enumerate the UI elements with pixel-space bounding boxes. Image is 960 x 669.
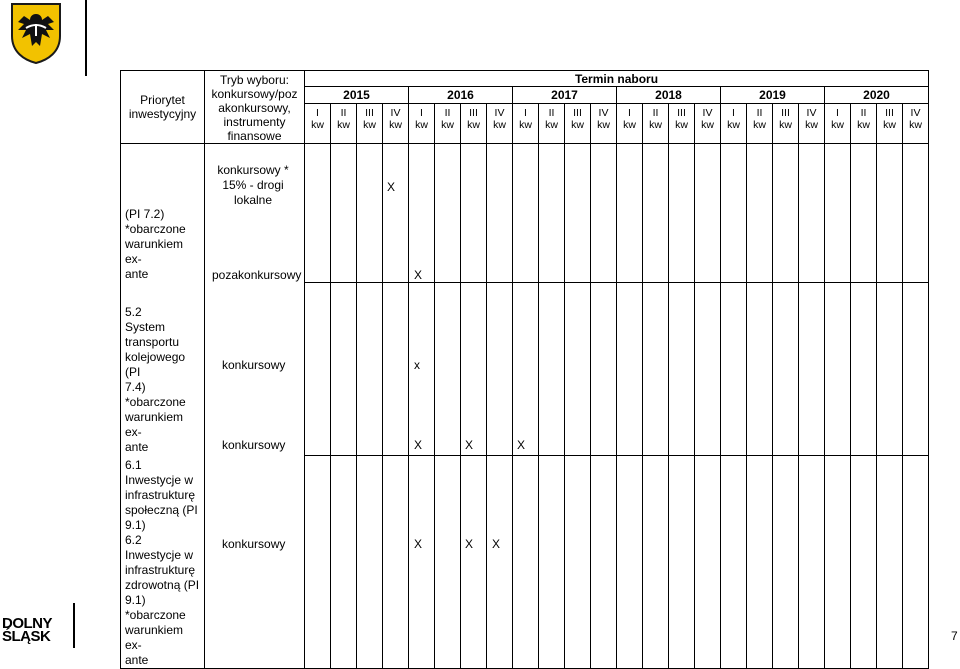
quarter-unit: kw bbox=[623, 118, 636, 131]
quarter-header bbox=[357, 103, 383, 143]
schedule-cell bbox=[851, 455, 877, 669]
mode-text: pozakonkursowy bbox=[212, 268, 302, 282]
schedule-cell bbox=[825, 455, 851, 669]
quarter-header bbox=[721, 103, 747, 143]
year-header: 2019 bbox=[721, 87, 825, 103]
mode-text: konkursowy bbox=[222, 537, 286, 551]
quarter-label: III bbox=[781, 106, 790, 119]
logo-line-1: DOLNY bbox=[2, 615, 52, 632]
quarter-header bbox=[669, 103, 695, 143]
term-header-label: Termin naboru bbox=[574, 71, 659, 86]
schedule-cell bbox=[851, 282, 877, 455]
footer-divider bbox=[73, 603, 75, 648]
schedule-cell bbox=[565, 144, 591, 283]
schedule-cell bbox=[773, 282, 799, 455]
schedule-mark: x bbox=[414, 358, 420, 372]
schedule-cell bbox=[513, 144, 539, 283]
mode-text: konkursowy * 15% - drogi lokalne bbox=[217, 163, 289, 207]
quarter-label: III bbox=[469, 106, 478, 119]
schedule-cell bbox=[383, 144, 409, 283]
quarter-label: I bbox=[524, 106, 527, 119]
schedule-cell bbox=[721, 455, 747, 669]
quarter-unit: kw bbox=[467, 118, 480, 131]
schedule-cell bbox=[669, 455, 695, 669]
schedule-mark: X bbox=[517, 438, 526, 452]
schedule-cell bbox=[461, 144, 487, 283]
quarter-unit: kw bbox=[441, 118, 454, 131]
schedule-cell bbox=[565, 455, 591, 669]
schedule-cell bbox=[305, 455, 331, 669]
schedule-cell bbox=[513, 282, 539, 455]
quarter-unit: kw bbox=[857, 118, 870, 131]
quarter-label: III bbox=[573, 106, 582, 119]
quarter-label: II bbox=[860, 106, 867, 119]
quarter-label: IV bbox=[598, 106, 609, 119]
quarter-label: III bbox=[885, 106, 894, 119]
priority-text: *obarczone bbox=[125, 395, 186, 409]
quarter-label: II bbox=[340, 106, 347, 119]
quarter-header bbox=[643, 103, 669, 143]
schedule-mark: X bbox=[465, 438, 474, 452]
schedule-cell bbox=[461, 455, 487, 669]
schedule-cell bbox=[487, 282, 513, 455]
priority-text: infrastrukturę bbox=[125, 563, 196, 577]
schedule-cell bbox=[357, 455, 383, 669]
quarter-label: I bbox=[836, 106, 839, 119]
schedule-cell bbox=[331, 144, 357, 283]
quarter-header bbox=[409, 103, 435, 143]
schedule-cell bbox=[305, 282, 331, 455]
header-divider bbox=[85, 0, 87, 76]
priority-text: infrastrukturę bbox=[125, 488, 196, 502]
quarter-header bbox=[877, 103, 903, 143]
schedule-mark: X bbox=[492, 537, 501, 551]
quarter-label: I bbox=[732, 106, 735, 119]
mode-text: konkursowy bbox=[222, 358, 286, 372]
quarter-header bbox=[825, 103, 851, 143]
quarter-header bbox=[539, 103, 565, 143]
quarter-label: IV bbox=[390, 106, 401, 119]
quarter-label: IV bbox=[702, 106, 713, 119]
schedule-cell bbox=[643, 144, 669, 283]
schedule-cell bbox=[435, 144, 461, 283]
schedule-cell bbox=[695, 282, 721, 455]
schedule-cell bbox=[851, 144, 877, 283]
priority-text: 9.1) bbox=[125, 518, 146, 532]
schedule-cell bbox=[357, 282, 383, 455]
schedule-cell bbox=[565, 282, 591, 455]
quarter-unit: kw bbox=[597, 118, 610, 131]
logo-line-2: ŚLĄSK bbox=[2, 628, 51, 645]
priority-text: warunkiem ex- bbox=[125, 623, 184, 652]
schedule-cell bbox=[591, 144, 617, 283]
quarter-header bbox=[591, 103, 617, 143]
priority-text: ante bbox=[125, 440, 149, 454]
dolny-slask-logo bbox=[2, 617, 52, 643]
quarter-header bbox=[799, 103, 825, 143]
schedule-cell bbox=[409, 144, 435, 283]
schedule-cell bbox=[409, 455, 435, 669]
quarter-label: II bbox=[548, 106, 555, 119]
quarter-header bbox=[565, 103, 591, 143]
schedule-cell bbox=[383, 282, 409, 455]
schedule-cell bbox=[331, 282, 357, 455]
priority-text: *obarczone bbox=[125, 608, 186, 622]
schedule-cell bbox=[773, 144, 799, 283]
schedule-cell bbox=[435, 282, 461, 455]
quarter-header bbox=[747, 103, 773, 143]
schedule-cell bbox=[747, 282, 773, 455]
quarter-header bbox=[461, 103, 487, 143]
schedule-cell bbox=[877, 455, 903, 669]
term-header bbox=[305, 71, 929, 87]
schedule-cell bbox=[591, 455, 617, 669]
schedule-cell bbox=[721, 282, 747, 455]
schedule-cell bbox=[695, 144, 721, 283]
schedule-cell bbox=[695, 455, 721, 669]
schedule-cell bbox=[331, 455, 357, 669]
quarter-header bbox=[305, 103, 331, 143]
quarter-unit: kw bbox=[701, 118, 714, 131]
quarter-label: II bbox=[444, 106, 451, 119]
quarter-unit: kw bbox=[389, 118, 402, 131]
priority-text: ante bbox=[125, 267, 149, 281]
schedule-cell bbox=[747, 455, 773, 669]
quarter-unit: kw bbox=[753, 118, 766, 131]
schedule-cell bbox=[669, 144, 695, 283]
priority-text: warunkiem ex- bbox=[125, 410, 184, 439]
quarter-header bbox=[331, 103, 357, 143]
schedule-cell bbox=[643, 282, 669, 455]
priority-text: ante bbox=[125, 653, 149, 667]
schedule-cell bbox=[643, 455, 669, 669]
quarter-label: III bbox=[365, 106, 374, 119]
priority-header-label: Priorytet inwestycyjny bbox=[128, 93, 197, 121]
schedule-cell bbox=[799, 282, 825, 455]
quarter-header bbox=[851, 103, 877, 143]
schedule-cell bbox=[461, 282, 487, 455]
schedule-cell bbox=[773, 455, 799, 669]
quarter-unit: kw bbox=[571, 118, 584, 131]
table-row bbox=[121, 455, 929, 669]
quarter-header bbox=[487, 103, 513, 143]
schedule-mark: X bbox=[414, 268, 423, 282]
schedule-cell bbox=[383, 455, 409, 669]
priority-cell bbox=[121, 455, 205, 669]
schedule-cell bbox=[305, 144, 331, 283]
quarter-unit: kw bbox=[805, 118, 818, 131]
quarter-header bbox=[435, 103, 461, 143]
quarter-unit: kw bbox=[337, 118, 350, 131]
quarter-unit: kw bbox=[649, 118, 662, 131]
schedule-cell bbox=[877, 282, 903, 455]
coat-of-arms-icon bbox=[10, 2, 62, 64]
mode-text: konkursowy bbox=[222, 438, 286, 452]
quarter-unit: kw bbox=[727, 118, 740, 131]
schedule-cell bbox=[539, 455, 565, 669]
quarter-unit: kw bbox=[831, 118, 844, 131]
mode-header-label: Tryb wyboru: konkursowy/poz akonkursowy, instrumenty finansowe bbox=[211, 73, 298, 143]
priority-cell bbox=[121, 282, 205, 455]
quarter-label: I bbox=[628, 106, 631, 119]
quarter-unit: kw bbox=[545, 118, 558, 131]
schedule-mark: X bbox=[465, 537, 474, 551]
priority-text: 7.4) bbox=[125, 380, 146, 394]
quarter-label: IV bbox=[806, 106, 817, 119]
priority-text: *obarczone bbox=[125, 222, 186, 236]
quarter-unit: kw bbox=[311, 118, 324, 131]
priority-text: (PI 7.2) bbox=[125, 207, 165, 221]
quarter-unit: kw bbox=[363, 118, 376, 131]
priority-text: Inwestycje w bbox=[125, 473, 194, 487]
priority-header bbox=[121, 71, 205, 144]
priority-text: Inwestycje w bbox=[125, 548, 194, 562]
mode-cell bbox=[205, 455, 305, 669]
schedule-cell bbox=[617, 144, 643, 283]
priority-text: System bbox=[125, 320, 166, 334]
quarter-unit: kw bbox=[909, 118, 922, 131]
priority-text: 5.2 bbox=[125, 305, 142, 319]
schedule-cell bbox=[487, 455, 513, 669]
priority-text: kolejowego (PI bbox=[125, 350, 186, 379]
year-header: 2018 bbox=[617, 87, 721, 103]
year-header: 2020 bbox=[825, 87, 929, 103]
quarter-label: IV bbox=[494, 106, 505, 119]
schedule-cell bbox=[487, 144, 513, 283]
quarter-label: I bbox=[420, 106, 423, 119]
schedule-cell bbox=[617, 282, 643, 455]
schedule-mark: X bbox=[414, 537, 423, 551]
page-number: 7 bbox=[951, 629, 958, 643]
quarter-header bbox=[773, 103, 799, 143]
schedule-cell bbox=[617, 455, 643, 669]
mode-header bbox=[205, 71, 305, 144]
quarter-label: I bbox=[316, 106, 319, 119]
quarter-label: III bbox=[677, 106, 686, 119]
quarter-header bbox=[903, 103, 929, 143]
year-header: 2016 bbox=[409, 87, 513, 103]
schedule-cell bbox=[825, 144, 851, 283]
schedule-cell bbox=[591, 282, 617, 455]
priority-text: zdrowotną (PI bbox=[125, 578, 200, 592]
schedule-cell bbox=[877, 144, 903, 283]
schedule-cell bbox=[409, 282, 435, 455]
priority-text: transportu bbox=[125, 335, 180, 349]
priority-text: 9.1) bbox=[125, 593, 146, 607]
quarter-header bbox=[695, 103, 721, 143]
quarter-unit: kw bbox=[493, 118, 506, 131]
schedule-mark: X bbox=[414, 438, 423, 452]
year-header: 2017 bbox=[513, 87, 617, 103]
schedule-cell bbox=[747, 144, 773, 283]
quarter-unit: kw bbox=[519, 118, 532, 131]
year-header: 2015 bbox=[305, 87, 409, 103]
priority-text: 6.2 bbox=[125, 533, 142, 547]
schedule-mark: X bbox=[387, 180, 396, 194]
priority-text: społeczną (PI bbox=[125, 503, 198, 517]
priority-cell bbox=[121, 144, 205, 283]
schedule-cell bbox=[357, 144, 383, 283]
schedule-cell bbox=[513, 455, 539, 669]
quarter-header bbox=[513, 103, 539, 143]
priority-text: warunkiem ex- bbox=[125, 237, 184, 266]
schedule-cell bbox=[721, 144, 747, 283]
quarter-unit: kw bbox=[883, 118, 896, 131]
schedule-cell bbox=[799, 455, 825, 669]
quarter-label: II bbox=[756, 106, 763, 119]
schedule-cell bbox=[669, 282, 695, 455]
quarter-label: II bbox=[652, 106, 659, 119]
schedule-cell bbox=[903, 282, 929, 455]
schedule-cell bbox=[903, 144, 929, 283]
quarter-header bbox=[383, 103, 409, 143]
schedule-cell bbox=[435, 455, 461, 669]
quarter-unit: kw bbox=[415, 118, 428, 131]
schedule-cell bbox=[799, 144, 825, 283]
schedule-cell bbox=[539, 144, 565, 283]
schedule-cell bbox=[903, 455, 929, 669]
quarter-unit: kw bbox=[779, 118, 792, 131]
quarter-label: IV bbox=[910, 106, 921, 119]
quarter-header bbox=[617, 103, 643, 143]
schedule-cell bbox=[825, 282, 851, 455]
quarter-unit: kw bbox=[675, 118, 688, 131]
priority-text: 6.1 bbox=[125, 458, 142, 472]
schedule-cell bbox=[539, 282, 565, 455]
